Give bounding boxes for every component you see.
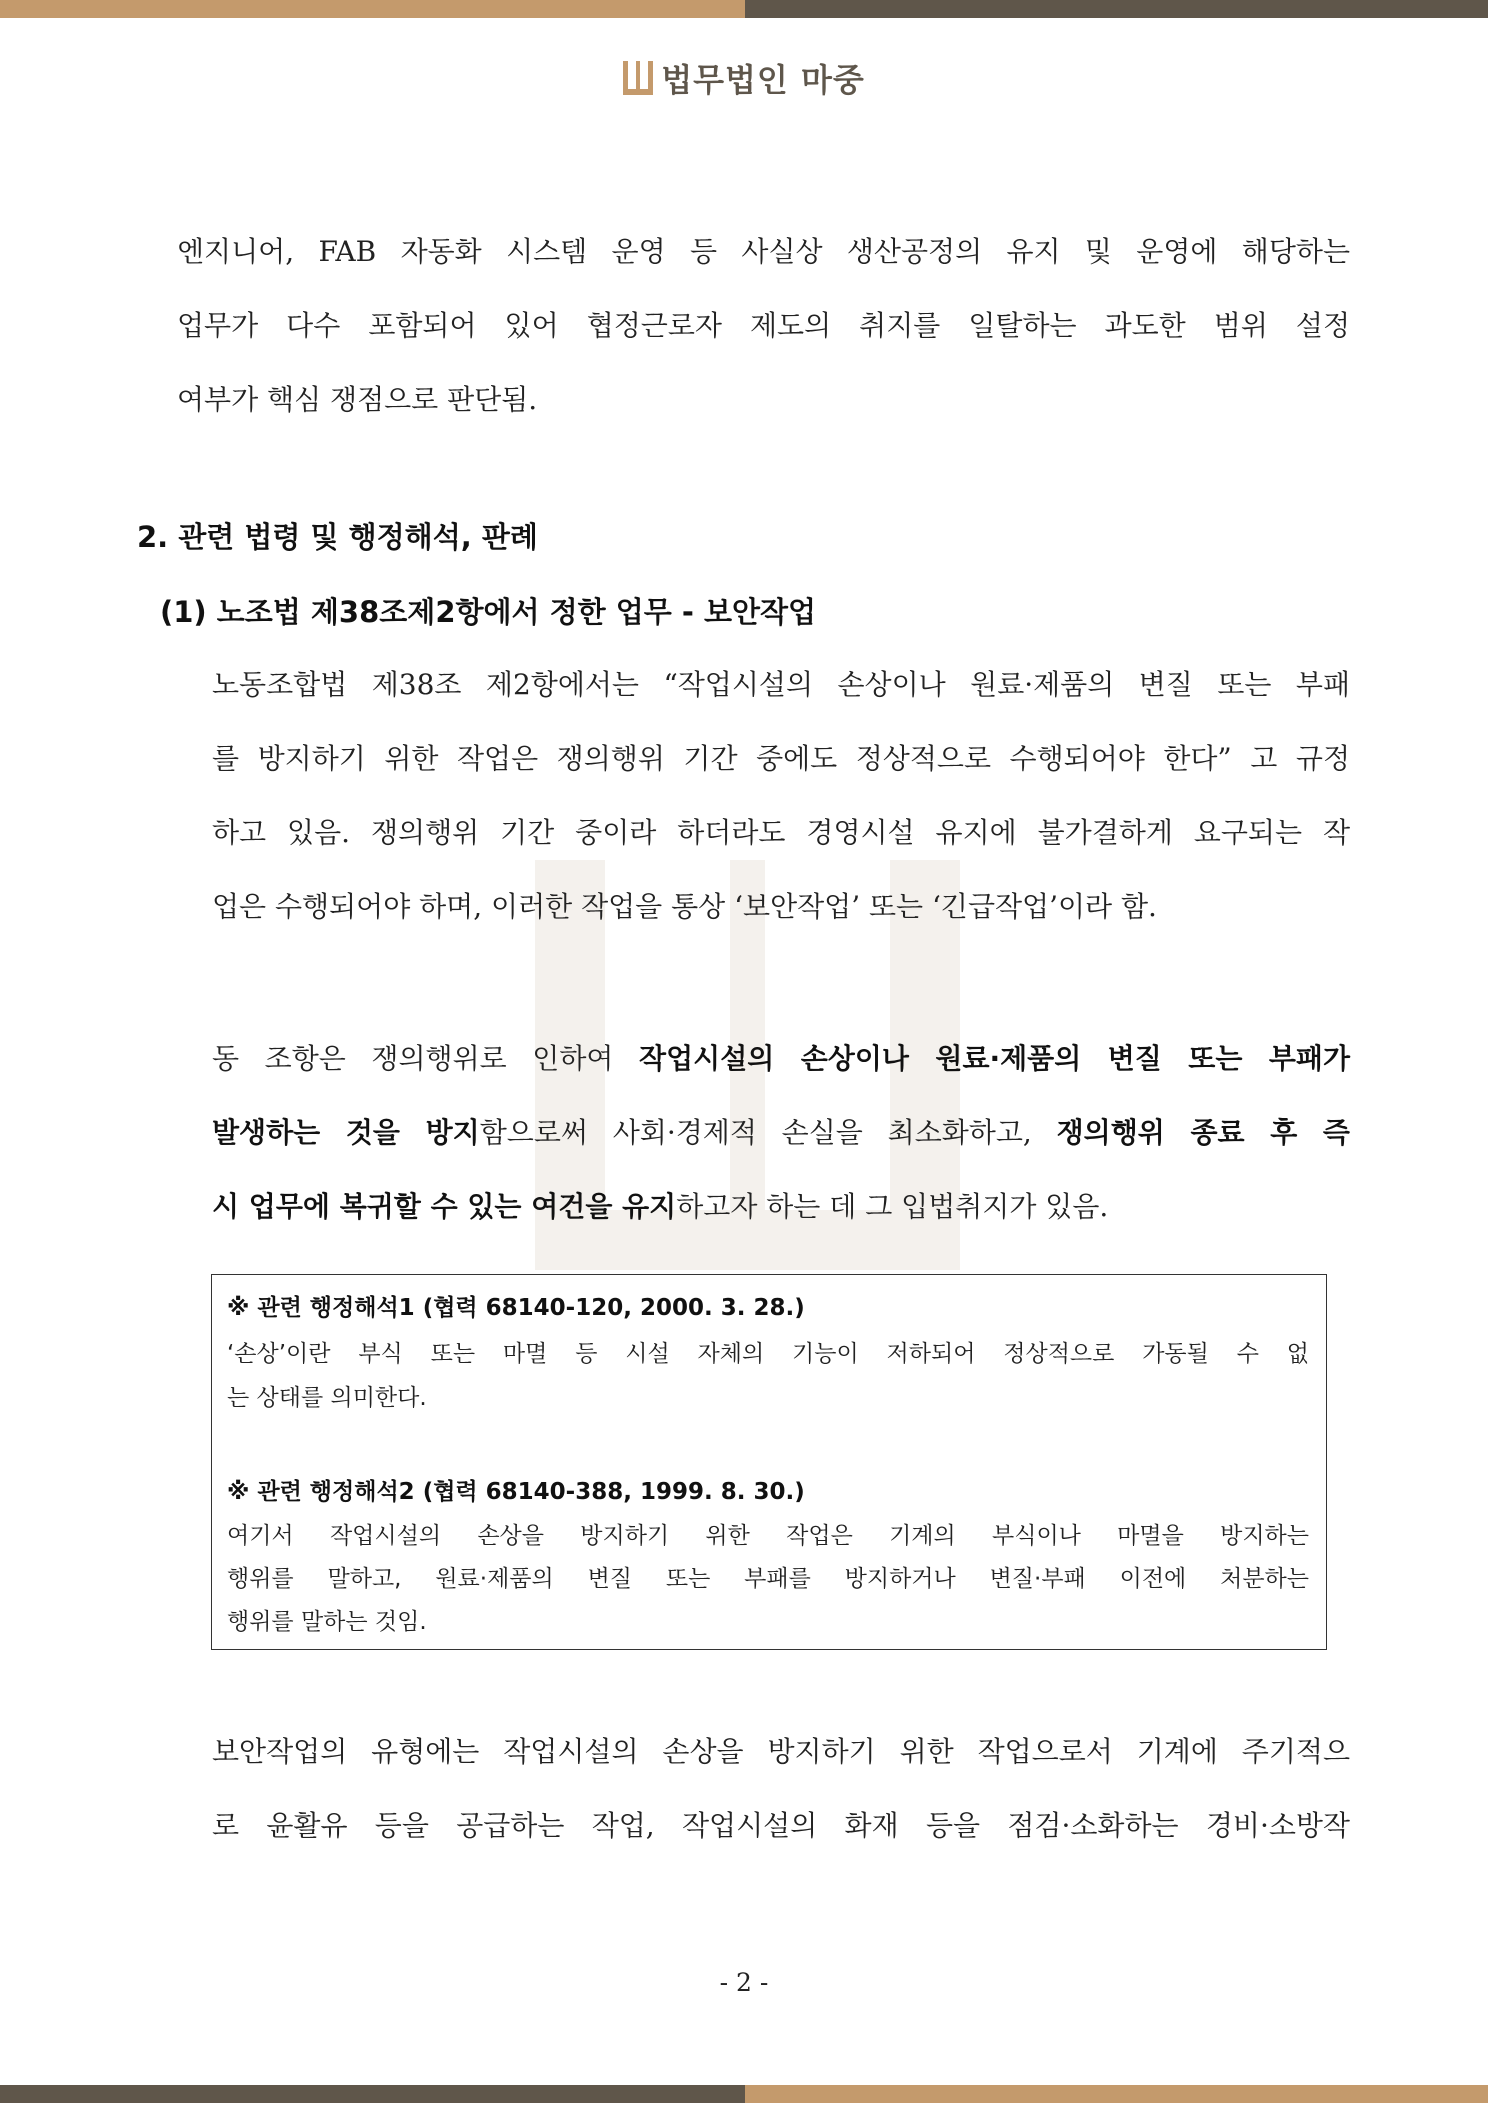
- bottom-bar-dark-segment: [0, 2085, 745, 2103]
- interpretation-2-title: ※ 관련 행정해석2 (협력 68140-388, 1999. 8. 30.): [227, 1479, 805, 1505]
- paragraph-line: 하고 있음. 쟁의행위 기간 중이라 하더라도 경영시설 유지에 불가결하게 요구되는 작: [212, 816, 1350, 849]
- bold-text-run: 시 업무에 복귀할 수 있는 여건을 유지: [212, 1190, 677, 1223]
- bold-text-run: 쟁의행위 종료 후 즉: [1056, 1116, 1350, 1149]
- text-run: 함으로써 사회·경제적 손실을 최소화하고,: [479, 1116, 1057, 1149]
- paragraph-line: 노동조합법 제38조 제2항에서는 “작업시설의 손상이나 원료·제품의 변질 또는 부패: [212, 668, 1350, 701]
- interpretation-2-line: 행위를 말하고, 원료·제품의 변질 또는 부패를 방지하거나 변질·부패 이전에 처분하는: [227, 1566, 1309, 1592]
- intro-line: 엔지니어, FAB 자동화 시스템 운영 등 사실상 생산공정의 유지 및 운영에 해당하는: [177, 235, 1350, 268]
- header-logo: [0, 55, 1488, 101]
- section-heading: 2. 관련 법령 및 행정해석, 판례: [137, 520, 538, 554]
- interpretation-1-title: ※ 관련 행정해석1 (협력 68140-120, 2000. 3. 28.): [227, 1295, 805, 1321]
- paragraph-3: [212, 1715, 1350, 1863]
- intro-line: 여부가 핵심 쟁점으로 판단됨.: [177, 383, 538, 416]
- paragraph-line: [212, 1022, 1350, 1096]
- text-run: 하고자 하는 데 그 입법취지가 있음.: [676, 1190, 1109, 1223]
- paragraph-line: 보안작업의 유형에는 작업시설의 손상을 방지하기 위한 작업으로서 기계에 주기적으: [212, 1735, 1350, 1768]
- paragraph-line: [212, 1170, 1350, 1244]
- bold-text-run: 작업시설의 손상이나 원료·제품의 변질 또는 부패가: [639, 1042, 1351, 1075]
- paragraph-line: 를 방지하기 위한 작업은 쟁의행위 기간 중에도 정상적으로 수행되어야 한다” 고 규정: [212, 742, 1350, 775]
- paragraph-line: [212, 1096, 1350, 1170]
- top-decorative-bar: [0, 0, 1488, 18]
- interpretation-1-line: ‘손상’이란 부식 또는 마멸 등 시설 자체의 기능이 저하되어 정상적으로 가동될 수 없: [227, 1341, 1309, 1367]
- page-number: - 2 -: [719, 1968, 769, 1997]
- top-bar-tan-segment: [0, 0, 745, 18]
- intro-line: 업무가 다수 포함되어 있어 협정근로자 제도의 취지를 일탈하는 과도한 범위 설정: [177, 309, 1350, 342]
- paragraph-2: [212, 1022, 1350, 1244]
- book-logo-icon: [623, 61, 653, 95]
- interpretation-2-line: 행위를 말하는 것임.: [227, 1609, 427, 1635]
- interpretation-box: [211, 1274, 1327, 1650]
- intro-paragraph: [177, 215, 1350, 437]
- paragraph-1: [212, 648, 1350, 944]
- top-bar-dark-segment: [745, 0, 1488, 18]
- bottom-decorative-bar: [0, 2085, 1488, 2103]
- text-run: 동 조항은 쟁의행위로 인하여: [212, 1042, 640, 1075]
- bottom-bar-tan-segment: [745, 2085, 1488, 2103]
- paragraph-line: 로 윤활유 등을 공급하는 작업, 작업시설의 화재 등을 점검·소화하는 경비·소방작: [212, 1809, 1350, 1842]
- interpretation-2-line: 여기서 작업시설의 손상을 방지하기 위한 작업은 기계의 부식이나 마멸을 방지하는: [227, 1523, 1309, 1549]
- interpretation-1-line: 는 상태를 의미한다.: [227, 1385, 427, 1411]
- section-subheading: (1) 노조법 제38조제2항에서 정한 업무 - 보안작업: [160, 595, 817, 629]
- paragraph-line: 업은 수행되어야 하며, 이러한 작업을 통상 ‘보안작업’ 또는 ‘긴급작업’이라 함.: [212, 890, 1157, 923]
- firm-name: 법무법인 마중: [661, 61, 865, 99]
- bold-text-run: 발생하는 것을 방지: [212, 1116, 480, 1149]
